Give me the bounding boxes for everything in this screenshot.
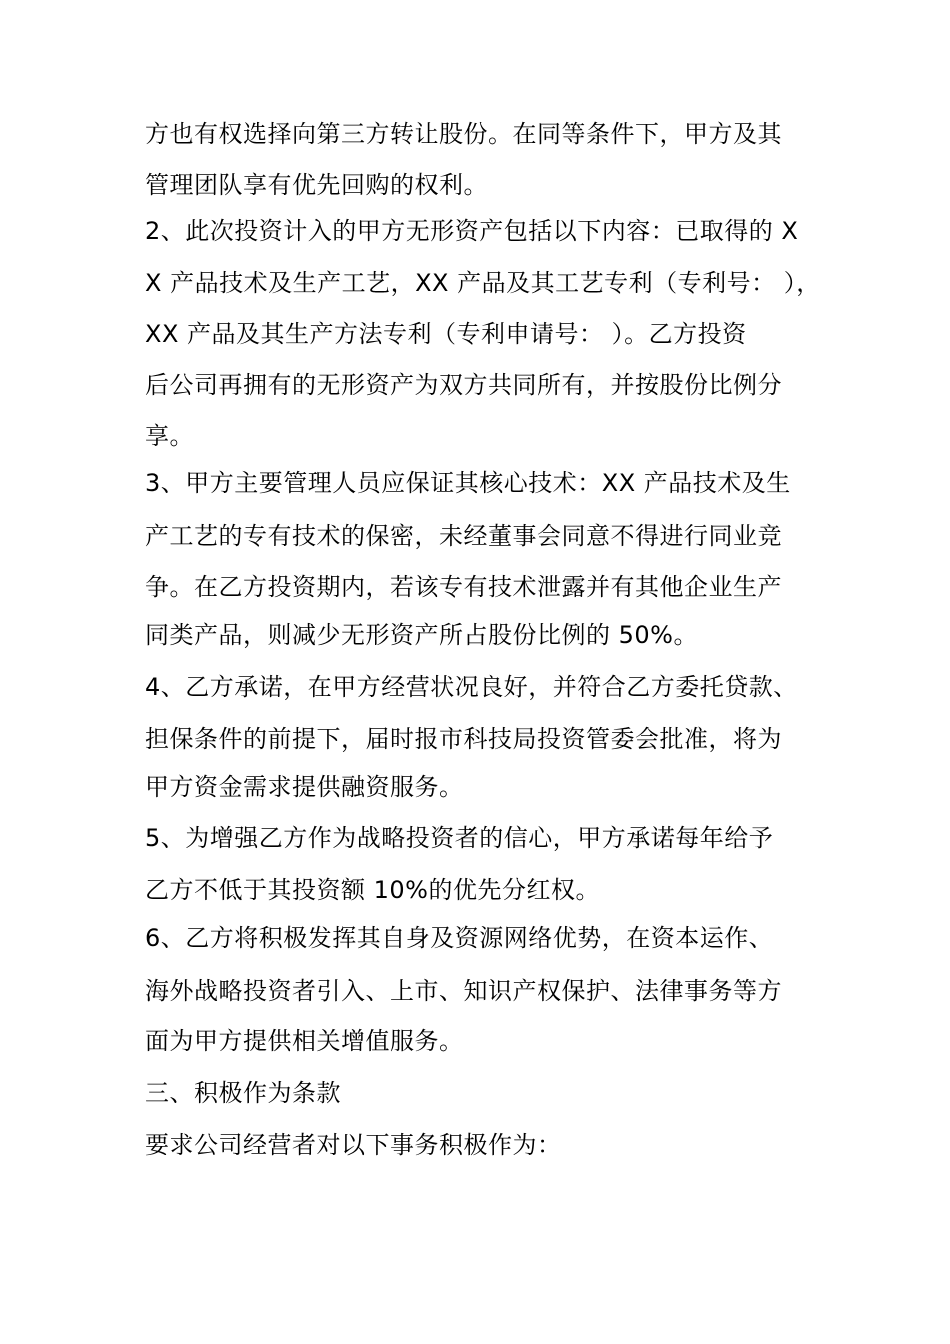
text-line: 担保条件的前提下，届时报市科技局投资管委会批准，将为 xyxy=(145,725,782,753)
text-line: X 产品技术及生产工艺，XX 产品及其工艺专利（专利号： ）， xyxy=(145,269,821,297)
section-heading: 三、积极作为条款 xyxy=(145,1079,341,1107)
text-line: 享。 xyxy=(145,422,194,450)
text-line: 产工艺的专有技术的保密，未经董事会同意不得进行同业竞 xyxy=(145,522,782,550)
text-line: 海外战略投资者引入、上市、知识产权保护、法律事务等方 xyxy=(145,977,782,1005)
text-line: XX 产品及其生产方法专利（专利申请号： ）。乙方投资 xyxy=(145,320,747,348)
text-line: 管理团队享有优先回购的权利。 xyxy=(145,171,488,199)
text-line: 要求公司经营者对以下事务积极作为： xyxy=(145,1131,562,1159)
text-line: 后公司再拥有的无形资产为双方共同所有，并按股份比例分 xyxy=(145,371,782,399)
text-line: 乙方不低于其投资额 10%的优先分红权。 xyxy=(145,876,600,904)
text-line: 方也有权选择向第三方转让股份。在同等条件下，甲方及其 xyxy=(145,120,782,148)
text-line: 同类产品，则减少无形资产所占股份比例的 50%。 xyxy=(145,621,698,649)
text-line: 面为甲方提供相关增值服务。 xyxy=(145,1027,464,1055)
text-line: 3、甲方主要管理人员应保证其核心技术：XX 产品技术及生 xyxy=(145,469,791,497)
text-line: 5、为增强乙方作为战略投资者的信心，甲方承诺每年给予 xyxy=(145,824,774,852)
text-line: 2、此次投资计入的甲方无形资产包括以下内容：已取得的 X xyxy=(145,217,799,245)
text-line: 甲方资金需求提供融资服务。 xyxy=(145,773,464,801)
text-line: 4、乙方承诺，在甲方经营状况良好，并符合乙方委托贷款、 xyxy=(145,673,798,701)
text-line: 争。在乙方投资期内，若该专有技术泄露并有其他企业生产 xyxy=(145,573,782,601)
text-line: 6、乙方将积极发挥其自身及资源网络优势，在资本运作、 xyxy=(145,924,774,952)
